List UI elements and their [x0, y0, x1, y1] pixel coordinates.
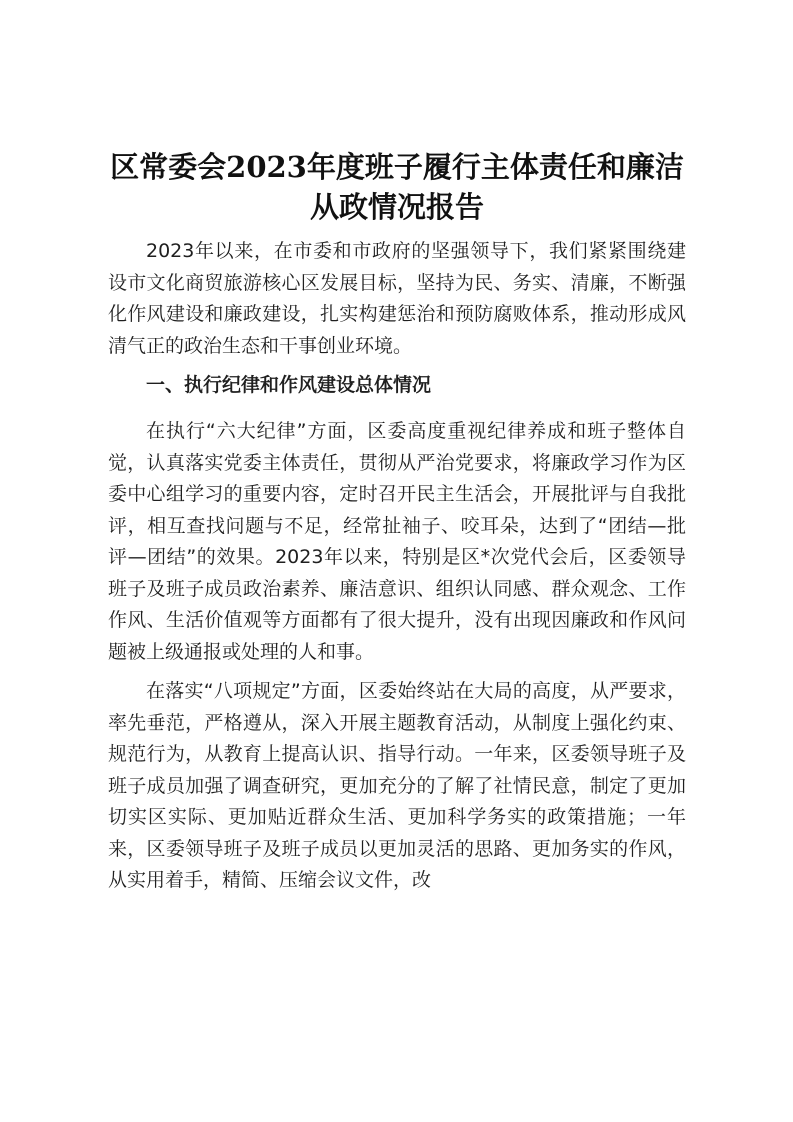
- document-body: [108, 236, 686, 897]
- body-paragraph: 在落实“八项规定”方面，区委始终站在大局的高度，从严要求，率先垂范，严格遵从，深入开展主题教育活动，从制度上强化约束、规范行为，从教育上提高认识、指导行动。一年来，区委领导班子及班子成员加强了调查研究，更加充分的了解了社情民意，制定了更加切实区实际、更加贴近群众生活、更加科学务实的政策措施；一年来，区委领导班子及班子成员以更加灵活的思路、更加务实的作风，从实用着手，精简、压缩会议文件，改: [108, 680, 686, 891]
- document-title: [96, 147, 698, 227]
- intro-paragraph: 2023年以来，在市委和市政府的坚强领导下，我们紧紧围绕建设市文化商贸旅游核心区发展目标，坚持为民、务实、清廉，不断强化作风建设和廉政建设，扎实构建惩治和预防腐败体系，推动形成风清气正的政治生态和干事创业环境。: [108, 240, 686, 357]
- title-line-2: 从政情况报告: [309, 190, 484, 224]
- body-paragraph: 在执行“六大纪律”方面，区委高度重视纪律养成和班子整体自觉，认真落实党委主体责任，贯彻从严治党要求，将廉政学习作为区委中心组学习的重要内容，定时召开民主生活会，开展批评与自我批评，相互查找问题与不足，经常扯袖子、咬耳朵，达到了“团结—批评—团结”的效果。2023年以来，特别是区*次党代会后，区委领导班子及班子成员政治素养、廉洁意识、组织认同感、群众观念、工作作风、生活价值观等方面都有了很大提升，没有出现因廉政和作风问题被上级通报或处理的人和事。: [108, 420, 686, 663]
- title-line-1: 区常委会2023年度班子履行主体责任和廉洁: [110, 150, 684, 184]
- section-heading: 一、执行纪律和作风建设总体情况: [146, 374, 432, 396]
